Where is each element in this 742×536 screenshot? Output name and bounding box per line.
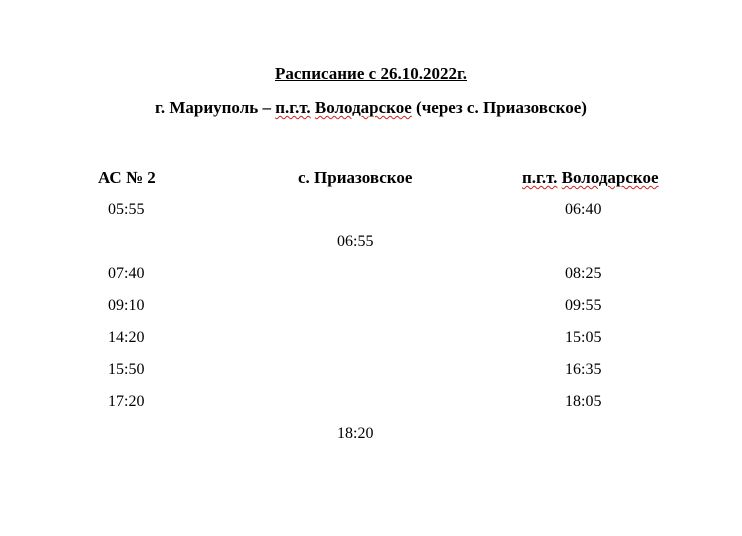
route-suffix: (через с. Приазовское) <box>411 98 587 117</box>
time-priazovskoe: 06:55 <box>337 233 374 250</box>
schedule-title: Расписание с 26.10.2022г. <box>274 64 467 83</box>
time-as2: 14:20 <box>108 329 145 346</box>
header-volodarskoe-part1: п.г.т. <box>522 168 558 187</box>
time-as2: 07:40 <box>108 265 145 282</box>
time-volodarskoe: 09:55 <box>565 297 602 314</box>
time-as2: 17:20 <box>108 393 145 410</box>
time-as2: 05:55 <box>108 201 145 218</box>
route-line <box>0 98 742 118</box>
time-volodarskoe: 08:25 <box>565 265 602 282</box>
route-dest-part2: Володарское <box>314 98 412 117</box>
header-volodarskoe <box>522 168 659 188</box>
route-dest-part1: п.г.т. <box>275 98 311 117</box>
header-volodarskoe-part2: Володарское <box>561 168 659 187</box>
time-as2: 15:50 <box>108 361 145 378</box>
time-as2: 09:10 <box>108 297 145 314</box>
time-volodarskoe: 16:35 <box>565 361 602 378</box>
time-volodarskoe: 15:05 <box>565 329 602 346</box>
header-priazovskoe: с. Приазовское <box>298 168 413 187</box>
time-volodarskoe: 18:05 <box>565 393 602 410</box>
header-as2: АС № 2 <box>98 168 156 187</box>
route-prefix: г. Мариуполь – <box>155 98 276 117</box>
time-priazovskoe: 18:20 <box>337 425 374 442</box>
time-volodarskoe: 06:40 <box>565 201 602 218</box>
